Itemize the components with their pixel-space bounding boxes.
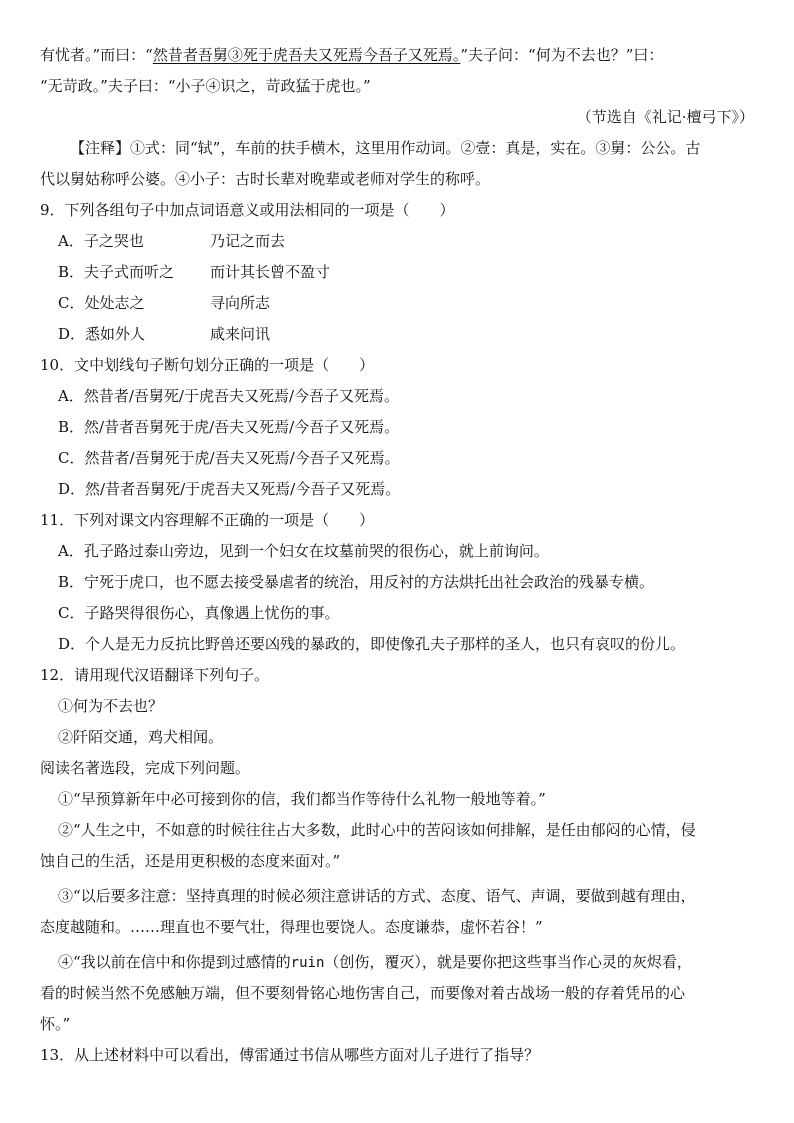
- passage-source: （节选自《礼记·檀弓下》）: [576, 108, 754, 126]
- reading-paragraph-4-line-3: 怀。”: [40, 1015, 71, 1033]
- reading-paragraph-2-line-2: 蚀自己的生活，还是用更积极的态度来面对。”: [40, 852, 341, 870]
- reading-paragraph-3-line-2: 态度越随和。……理直也不要气壮，得理也要饶人。态度谦恭，虚怀若谷！”: [40, 918, 543, 936]
- option-first: A．子之哭也: [58, 232, 144, 250]
- annotation-line-2: 代以舅姑称呼公婆。④小子：古时长辈对晚辈或老师对学生的称呼。: [40, 170, 491, 188]
- q9-option-c-second: 寻向所志: [210, 294, 271, 312]
- reading-paragraph-2-line-1: ②“人生之中，不如意的时候往往占大多数，此时心中的苦闷该如何排解，是任由郁闷的心情，侵: [58, 821, 696, 839]
- q9-option-b: B．夫子式而听之: [58, 263, 175, 281]
- reading-intro: 阅读名著选段，完成下列问题。: [40, 759, 251, 777]
- q11-option-d: D．个人是无力反抗比野兽还要凶残的暴政的，即使像孔夫子那样的圣人，也只有哀叹的份儿。: [58, 635, 686, 653]
- q9-option-b-second: 而计其长曾不盈寸: [210, 263, 331, 281]
- passage-line-1: [40, 40, 663, 71]
- paragraph-text: （创伤，覆灭），就是要你把这些事当作心灵的灰烬看，: [324, 953, 692, 971]
- english-word: ruin: [290, 955, 325, 971]
- q10-option-c: C．然昔者/吾舅死于虎/吾夫又死焉/今吾子又死焉。: [58, 449, 400, 467]
- underlined-sentence: 然昔者吾舅③死于虎吾夫又死焉今吾子又死焉。: [152, 46, 461, 64]
- q9-option-d-second: 咸来问讯: [210, 325, 271, 343]
- question-11-stem: 11．下列对课文内容理解不正确的一项是（ ）: [40, 511, 375, 529]
- q11-option-b: B．宁死于虎口，也不愿去接受暴虐者的统治，用反衬的方法烘托出社会政治的残暴专横。: [58, 573, 655, 591]
- reading-paragraph-4-line-1: [58, 947, 692, 979]
- q11-option-c: C．子路哭得很伤心，真像遇上忧伤的事。: [58, 604, 340, 622]
- question-13-stem: 13．从上述材料中可以看出，傅雷通过书信从哪些方面对儿子进行了指导？: [40, 1046, 540, 1064]
- q10-option-d: D．然/昔者吾舅死/于虎吾夫又死焉/今吾子又死焉。: [58, 480, 401, 498]
- q9-option-a: [58, 226, 144, 257]
- question-9-stem: 9．下列各组句子中加点词语意义或用法相同的一项是（ ）: [40, 201, 455, 219]
- annotation-line-1: 【注释】①式：同“轼”，车前的扶手横木，这里用作动词。②壹：真是，实在。③舅：公公。古: [70, 139, 701, 157]
- passage-line-2: “无苛政。”夫子曰：“小子④识之，苛政猛于虎也。”: [40, 77, 371, 95]
- question-12-stem: 12．请用现代汉语翻译下列句子。: [40, 666, 270, 684]
- q9-option-c: C．处处志之: [58, 294, 145, 312]
- reading-paragraph-4-line-2: 看的时候当然不免感触万端，但不要刻骨铭心地伤害自己，而要像对着古战场一般的存着凭吊的心: [40, 984, 686, 1002]
- reading-paragraph-3-line-1: ③“以后要多注意：坚持真理的时候必须注意讲话的方式、态度、语气、声调，要做到越有理由，: [58, 887, 696, 905]
- q12-item-2: ②阡陌交通，鸡犬相闻。: [58, 728, 224, 746]
- q9-option-d: D．悉如外人: [58, 325, 146, 343]
- q9-option-a-second: 乃记之而去: [210, 232, 286, 250]
- question-10-stem: 10．文中划线句子断句划分正确的一项是（ ）: [40, 356, 375, 374]
- q12-item-1: ①何为不去也？: [58, 697, 164, 715]
- q10-option-a: A．然昔者/吾舅死/于虎吾夫又死焉/今吾子又死焉。: [58, 387, 399, 405]
- reading-paragraph-1: ①“早预算新年中必可接到你的信，我们都当作等待什么礼物一般地等着。”: [58, 790, 546, 808]
- passage-text: 有忧者。”而曰：“: [40, 46, 153, 64]
- q10-option-b: B．然/昔者吾舅死于虎/吾夫又死焉/今吾子又死焉。: [58, 418, 400, 436]
- paragraph-text: ④“我以前在信中和你提到过感情的: [58, 953, 291, 971]
- passage-text: ”夫子问：“何为不去也？”曰：: [460, 46, 664, 64]
- q11-option-a: A．孔子路过泰山旁边，见到一个妇女在坟墓前哭的很伤心，就上前询问。: [58, 542, 549, 560]
